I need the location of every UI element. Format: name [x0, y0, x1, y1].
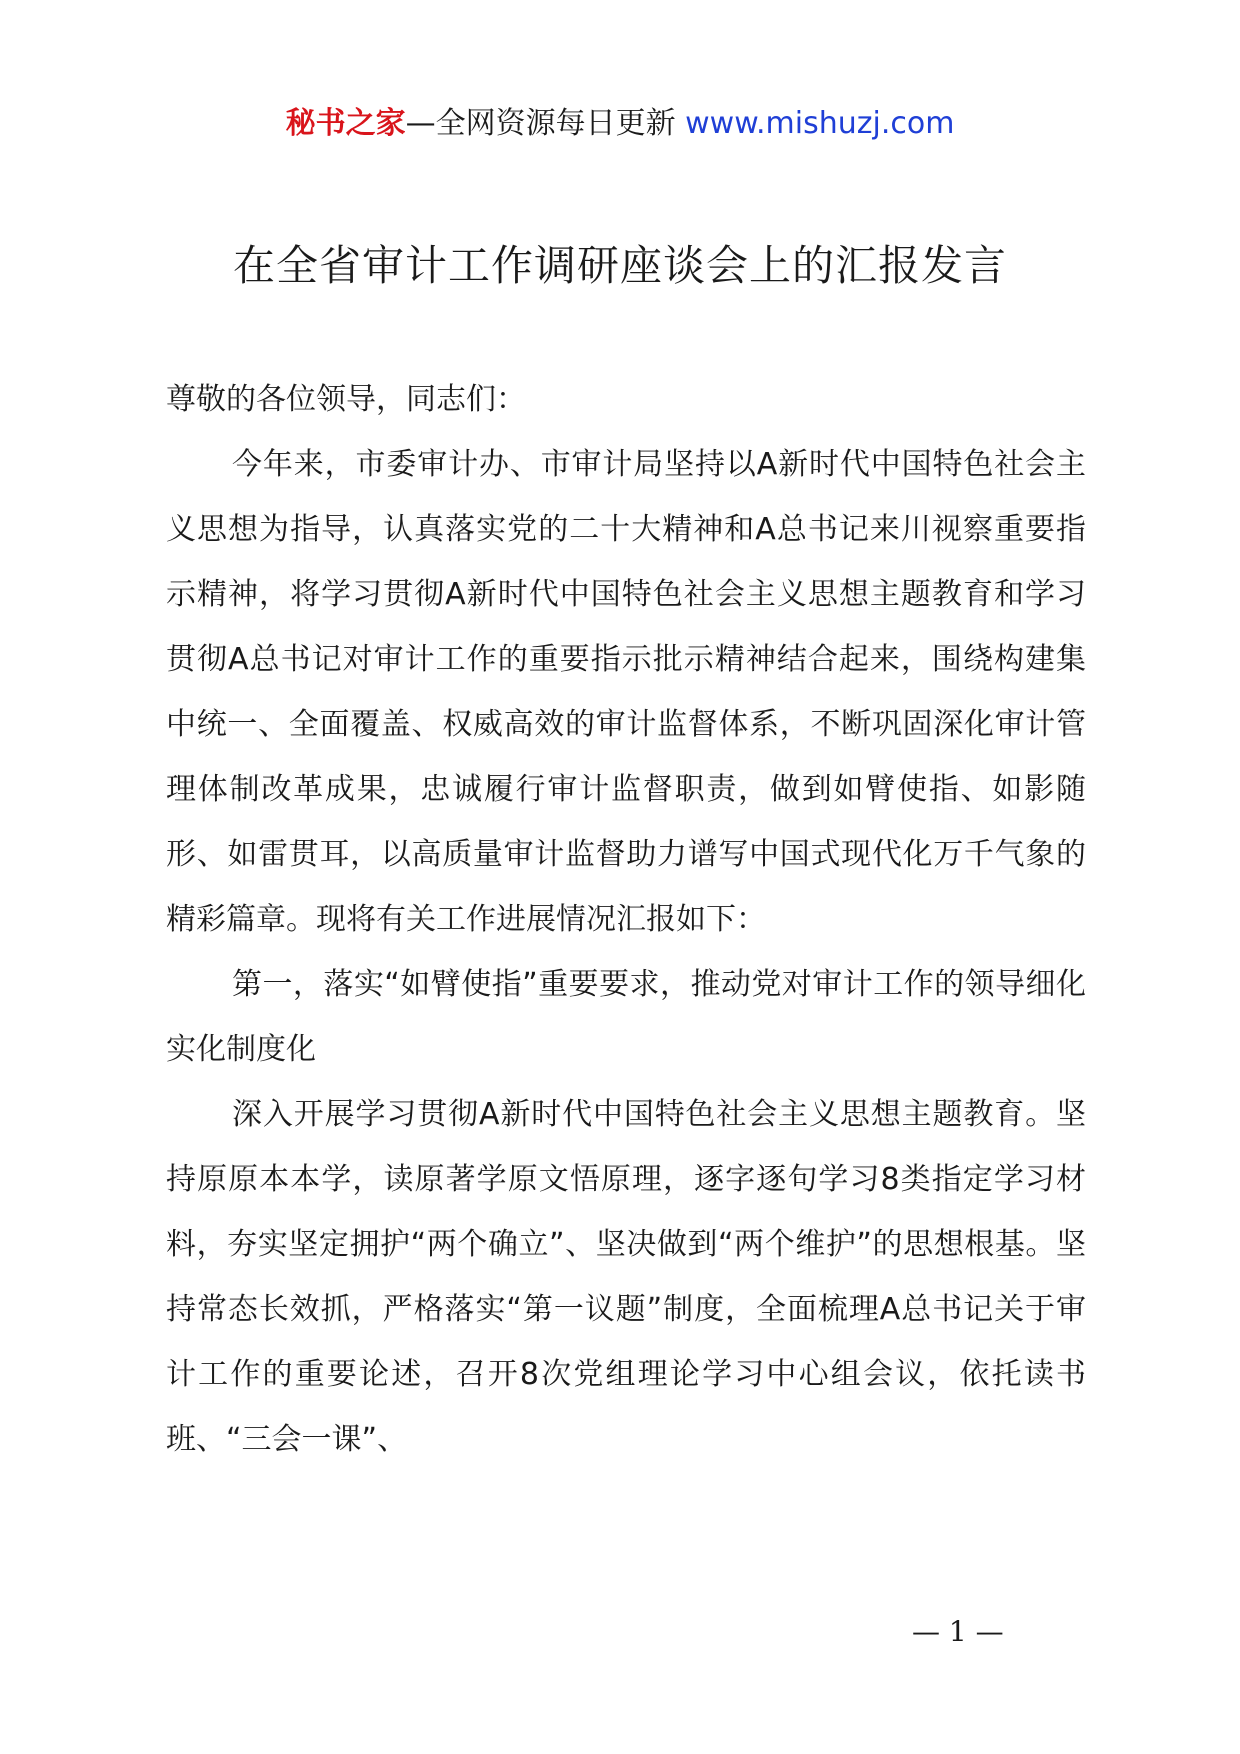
section-heading: 第一，落实“如臂使指”重要要求，推动党对审计工作的领导细化实化制度化	[166, 967, 1086, 1067]
body-paragraph: 深入开展学习贯彻A新时代中国特色社会主义思想主题教育。坚持原原本本学，读原著学原文悟原理，逐字逐句学习8类指定学习材料，夯实坚定拥护“两个确立”、坚决做到“两个维护”的思想根基。坚持常态长效抓，严格落实“第一议题”制度，全面梳理A总书记关于审计工作的重要论述，召开8次党组理论学习中心组会议，依托读书班、“三会一课”、	[166, 1097, 1086, 1457]
site-url-link[interactable]: www.mishuzj.com	[685, 106, 955, 141]
salutation: 尊敬的各位领导，同志们：	[166, 382, 526, 417]
site-brand: 秘书之家	[285, 106, 406, 141]
body-paragraph: 今年来，市委审计办、市审计局坚持以A新时代中国特色社会主义思想为指导，认真落实党的二十大精神和A总书记来川视察重要指示精神，将学习贯彻A新时代中国特色社会主义思想主题教育和学习贯彻A总书记对审计工作的重要指示批示精神结合起来，围绕构建集中统一、全面覆盖、权威高效的审计监督体系，不断巩固深化审计管理体制改革成果，忠诚履行审计监督职责，做到如臂使指、如影随形、如雷贯耳，以高质量审计监督助力谱写中国式现代化万千气象的精彩篇章。现将有关工作进展情况汇报如下：	[166, 447, 1086, 937]
page-number: — 1 —	[912, 1615, 1004, 1648]
site-header	[0, 100, 1240, 148]
site-tagline: —全网资源每日更新	[405, 106, 676, 141]
document-title: 在全省审计工作调研座谈会上的汇报发言	[232, 241, 1007, 290]
document-body	[166, 367, 1086, 1472]
